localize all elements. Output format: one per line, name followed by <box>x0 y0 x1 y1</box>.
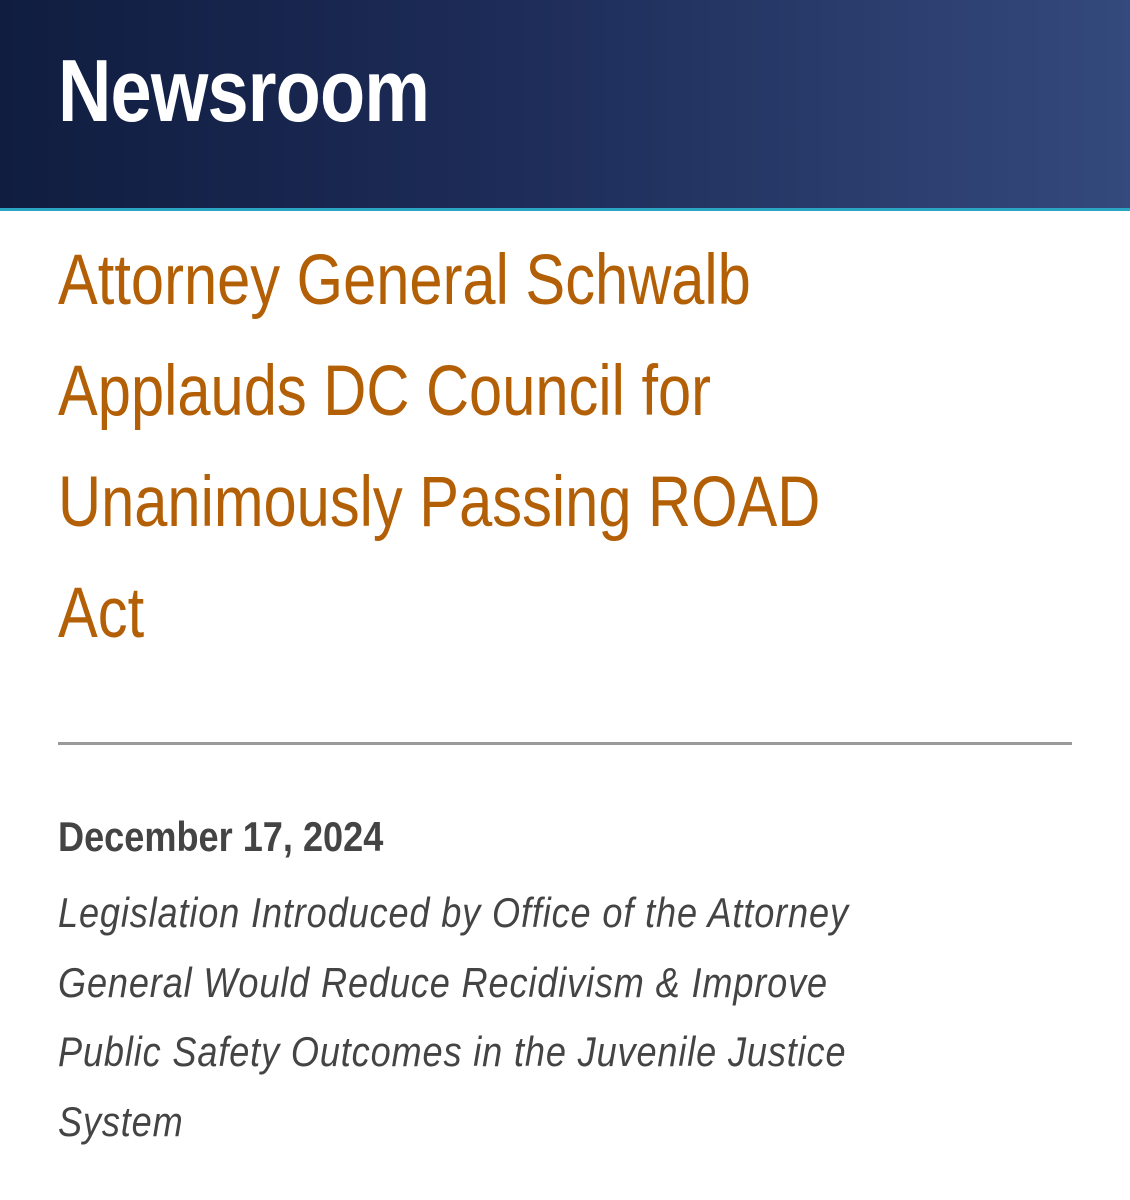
article-headline[interactable] <box>58 225 1049 669</box>
subtitle-line: System <box>58 1097 184 1145</box>
headline-line: Act <box>58 574 145 653</box>
banner-accent-rule <box>0 208 1130 211</box>
subtitle-line: Legislation Introduced by Office of the Attorney <box>58 889 849 936</box>
headline-line: Attorney General Schwalb <box>58 241 751 320</box>
newsroom-banner <box>0 0 1130 208</box>
article-subtitle <box>58 878 1030 1156</box>
subtitle-line: General Would Reduce Recidivism & Improve <box>58 958 828 1006</box>
subtitle-line: Public Safety Outcomes in the Juvenile Justice <box>58 1028 847 1075</box>
section-divider <box>58 742 1072 745</box>
headline-line: Applauds DC Council for <box>58 352 712 431</box>
page-title: Newsroom <box>58 41 430 140</box>
headline-line: Unanimously Passing ROAD <box>58 463 821 542</box>
publish-date: December 17, 2024 <box>58 813 384 860</box>
